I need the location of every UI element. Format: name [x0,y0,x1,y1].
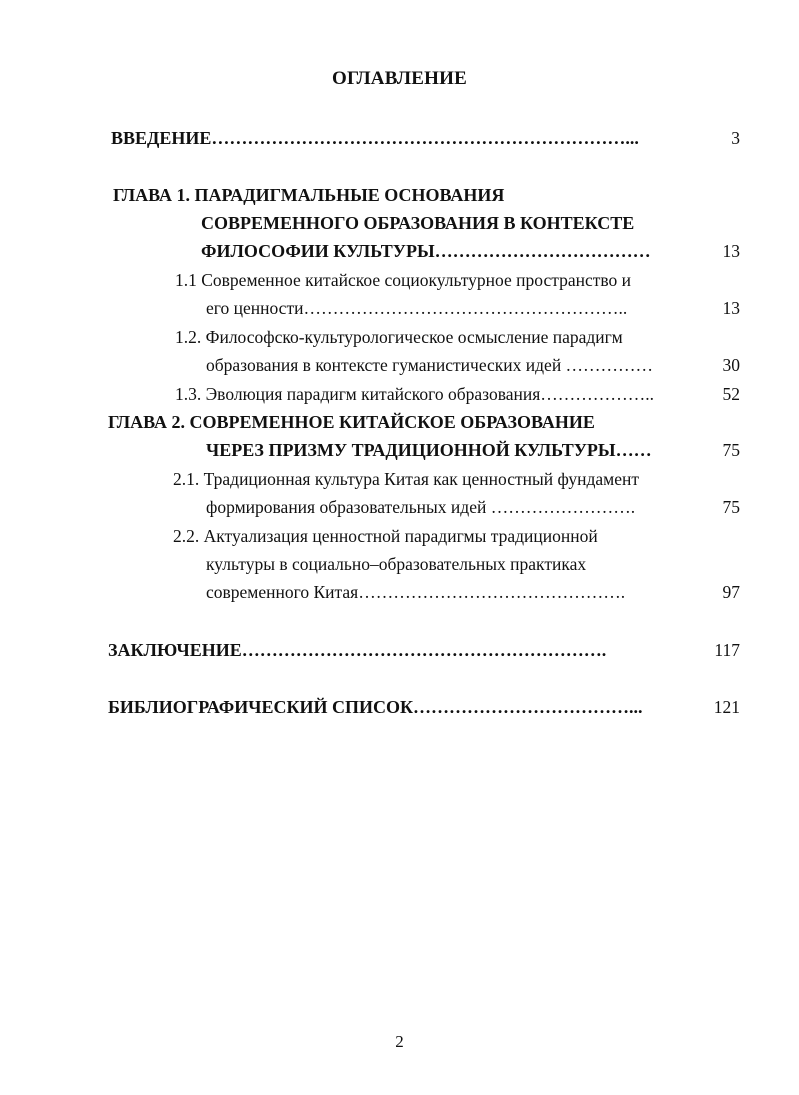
toc-entry-text: 2.2. Актуализация ценностной парадигмы традиционной [173,526,598,546]
toc-entry-text: ЧЕРЕЗ ПРИЗМУ ТРАДИЦИОННОЙ КУЛЬТУРЫ…… [206,440,652,460]
toc-entry-text: ВВЕДЕНИЕ……………………………………………………………... [111,128,639,148]
toc-entry-page: 13 [722,241,740,261]
toc-entry-text: формирования образовательных идей ……………………. [206,497,636,517]
toc-entry-text: ФИЛОСОФИИ КУЛЬТУРЫ……………………………… [201,241,651,261]
toc-entry-page: 30 [722,355,740,375]
toc-entry-text: 1.2. Философско-культурологическое осмысление парадигм [175,327,623,347]
toc-entry-page: 97 [722,582,740,602]
toc-entry-page: 3 [731,128,740,148]
toc-entry-text: образования в контексте гуманистических идей …………… [206,355,654,375]
toc-entry-text: ГЛАВА 1. ПАРАДИГМАЛЬНЫЕ ОСНОВАНИЯ [113,185,505,205]
toc-entry-page: 52 [722,384,740,404]
toc-entry-text: БИБЛИОГРАФИЧЕСКИЙ СПИСОК………………………………... [108,697,643,717]
toc-entry-text: 1.3. Эволюция парадигм китайского образования……………….. [175,384,655,404]
toc-entry-page: 13 [722,298,740,318]
toc-entry-text: СОВРЕМЕННОГО ОБРАЗОВАНИЯ В КОНТЕКСТЕ [201,213,635,233]
toc-heading: ОГЛАВЛЕНИЕ [332,68,467,89]
toc-entry-text: 2.1. Традиционная культура Китая как ценностный фундамент [173,469,640,489]
toc-entry-page: 75 [722,440,740,460]
toc-entry-page: 121 [713,697,740,717]
toc-entry-text: культуры в социально–образовательных практиках [206,554,587,574]
toc-entry-page: 117 [714,640,740,660]
toc-entry-text: 1.1 Современное китайское социокультурное пространство и [175,270,632,290]
page-number: 2 [395,1032,404,1051]
toc-entry-text: современного Китая………………………………………. [206,582,626,602]
toc-entry-page: 75 [722,497,740,517]
toc-entry-text: его ценности……………………………………………….. [206,298,628,318]
toc-entry-text: ГЛАВА 2. СОВРЕМЕННОЕ КИТАЙСКОЕ ОБРАЗОВАНИЕ [108,412,595,432]
toc-entry-text: ЗАКЛЮЧЕНИЕ……………………………………………………. [108,640,607,660]
